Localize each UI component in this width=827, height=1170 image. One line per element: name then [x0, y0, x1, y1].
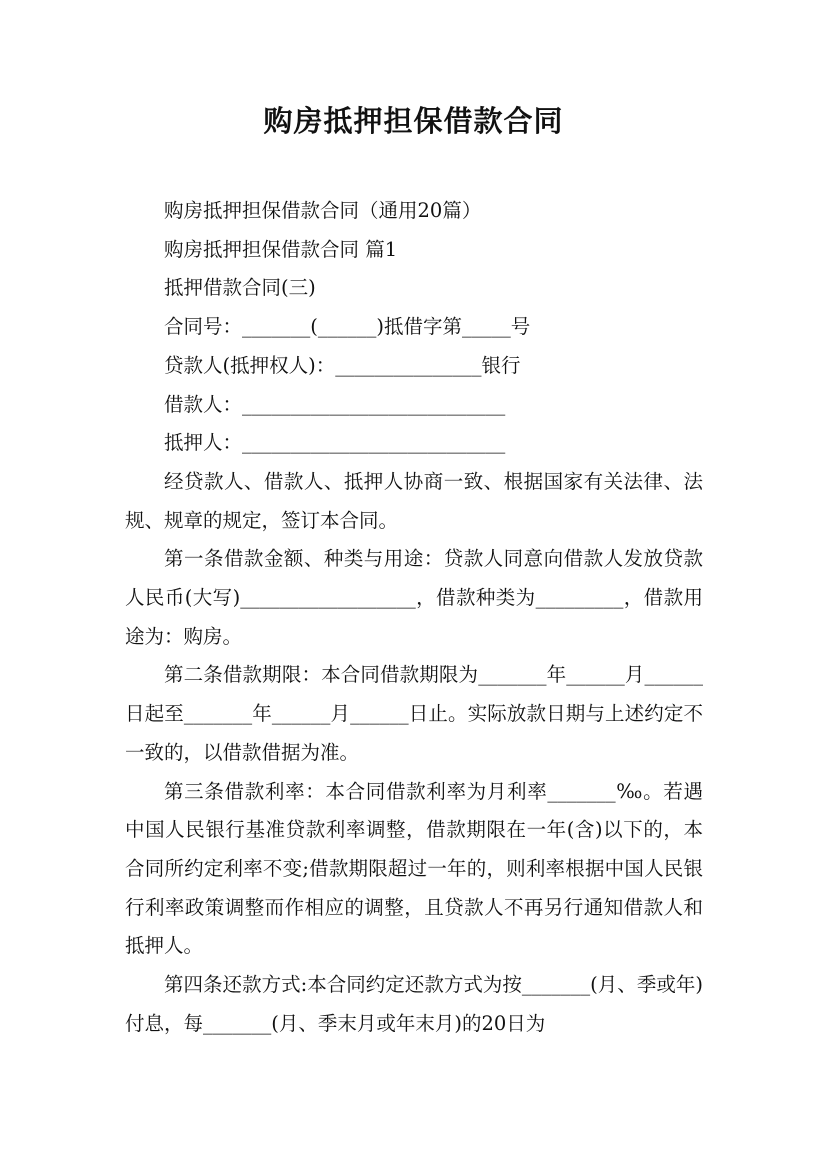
paragraph-mortgagor: 抵押人：___________________________: [164, 431, 506, 455]
paragraph-borrower: 借款人：___________________________: [164, 392, 506, 416]
paragraph-article-1: 第一条借款金额、种类与用途：贷款人同意向借款人发放贷款人民币(大写)__________________，借款种类为_________，借款用途为：购房。: [125, 547, 703, 648]
paragraph-contract-type: 抵押借款合同(三): [164, 276, 316, 300]
paragraph-article-2: 第二条借款期限：本合同借款期限为_______年______月______日起至_______年______月______日止。实际放款日期与上述约定不一致的，以借款借据为准。: [125, 663, 703, 764]
document-body: [125, 192, 703, 1043]
document-title: 购房抵押担保借款合同: [263, 104, 564, 138]
paragraph-lender: 贷款人(抵押权人)：_______________银行: [164, 353, 521, 377]
paragraph-article-4: 第四条还款方式:本合同约定还款方式为按_______(月、季或年)付息，每_______(月、季末月或年末月)的20日为: [125, 973, 703, 1035]
paragraph-heading-general: 购房抵押担保借款合同（通用20篇）: [164, 199, 482, 222]
paragraph-contract-number: 合同号：_______(______)抵借字第_____号: [164, 315, 531, 339]
paragraph-article-3: 第三条借款利率：本合同借款利率为月利率_______‰。若遇中国人民银行基准贷款利率调整，借款期限在一年(含)以下的，本合同所约定利率不变;借款期限超过一年的，则利率根据中国人民银行利率政策调整而作相应的调整，且贷款人不再另行通知借款人和抵押人。: [125, 779, 703, 958]
paragraph-section-title: 购房抵押担保借款合同 篇1: [164, 237, 398, 261]
paragraph-preamble: 经贷款人、借款人、抵押人协商一致、根据国家有关法律、法规、规章的规定，签订本合同。: [125, 469, 703, 532]
